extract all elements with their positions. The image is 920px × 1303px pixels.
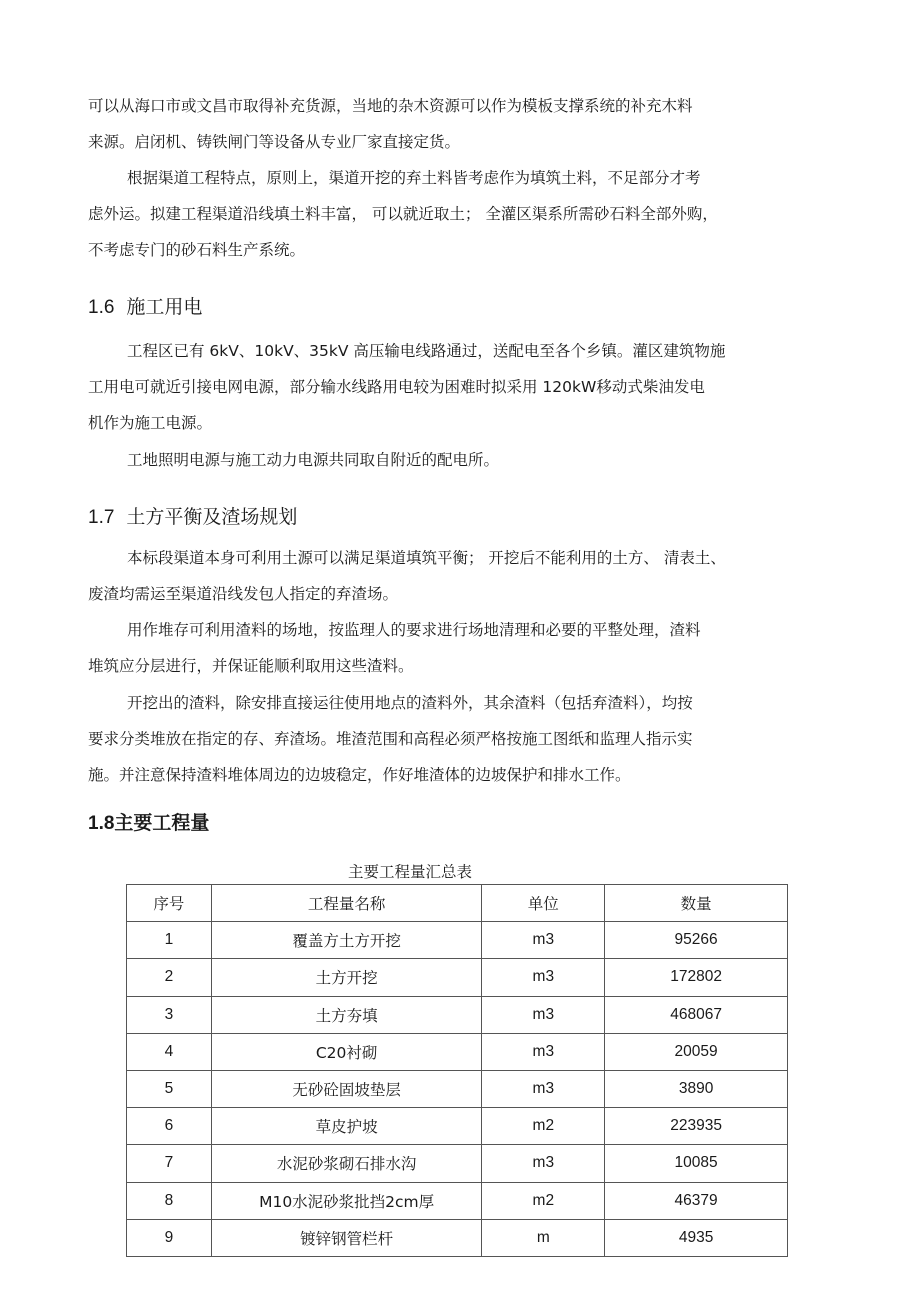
table-row xyxy=(127,1108,788,1145)
cell-item-name: 草皮护坡 xyxy=(211,1108,482,1145)
cell-unit: m3 xyxy=(482,996,605,1033)
section-title: 施工用电 xyxy=(126,297,203,318)
section-heading-1-8 xyxy=(88,808,209,835)
table-row xyxy=(127,996,788,1033)
section-number: 1.6 xyxy=(88,297,115,318)
cell-item-name: 水泥砂浆砌石排水沟 xyxy=(211,1145,482,1182)
text-line: 工地照明电源与施工动力电源共同取自附近的配电所。 xyxy=(127,451,500,469)
table-header-row xyxy=(127,885,788,922)
table-row xyxy=(127,1070,788,1107)
cell-item-name: 镀锌钢管栏杆 xyxy=(211,1219,482,1256)
cell-quantity: 468067 xyxy=(605,996,788,1033)
cell-quantity: 4935 xyxy=(605,1219,788,1256)
text-line: 开挖出的渣料，除安排直接运往使用地点的渣料外，其余渣料（包括弃渣料），均按 xyxy=(127,694,693,712)
cell-unit: m2 xyxy=(482,1182,605,1219)
quantity-summary-table xyxy=(126,884,788,1257)
table-row xyxy=(127,1033,788,1070)
column-header-quantity: 数量 xyxy=(605,885,788,922)
text-line: 要求分类堆放在指定的存、弃渣场。堆渣范围和高程必须严格按施工图纸和监理人指示实 xyxy=(88,730,693,748)
cell-index: 9 xyxy=(127,1219,212,1256)
text-line: 根据渠道工程特点，原则上，渠道开挖的弃土料皆考虑作为填筑土料，不足部分才考 xyxy=(127,169,701,187)
text-line: 废渣均需运至渠道沿线发包人指定的弃渣场。 xyxy=(88,585,399,603)
text-line: 虑外运。拟建工程渠道沿线填土料丰富， 可以就近取土； 全灌区渠系所需砂石料全部外购， xyxy=(88,205,718,223)
cell-quantity: 46379 xyxy=(605,1182,788,1219)
cell-index: 8 xyxy=(127,1182,212,1219)
table-row xyxy=(127,959,788,996)
text-line: 不考虑专门的砂石料生产系统。 xyxy=(88,241,306,259)
table-row xyxy=(127,1219,788,1256)
text-line: 工用电可就近引接电网电源，部分输水线路用电较为困难时拟采用 120kW移动式柴油发电 xyxy=(88,378,705,396)
cell-item-name: 土方夯填 xyxy=(211,996,482,1033)
cell-index: 3 xyxy=(127,996,212,1033)
cell-item-name: M10水泥砂浆批挡2cm厚 xyxy=(211,1182,482,1219)
paragraph-earth-material xyxy=(88,160,808,268)
cell-unit: m3 xyxy=(482,1070,605,1107)
cell-index: 2 xyxy=(127,959,212,996)
table-row xyxy=(127,1145,788,1182)
paragraph-lighting-power xyxy=(88,442,808,478)
cell-quantity: 95266 xyxy=(605,922,788,959)
section-number: 1.7 xyxy=(88,507,115,528)
cell-index: 4 xyxy=(127,1033,212,1070)
cell-item-name: 无砂砼固坡垫层 xyxy=(211,1070,482,1107)
table-row xyxy=(127,922,788,959)
paragraph-earth-balance xyxy=(88,540,808,612)
text-line: 来源。启闭机、铸铁闸门等设备从专业厂家直接定货。 xyxy=(88,133,461,151)
text-line: 施。并注意保持渣料堆体周边的边坡稳定，作好堆渣体的边坡保护和排水工作。 xyxy=(88,766,631,784)
column-header-index: 序号 xyxy=(127,885,212,922)
section-heading-1-7 xyxy=(88,502,297,529)
cell-index: 6 xyxy=(127,1108,212,1145)
cell-quantity: 20059 xyxy=(605,1033,788,1070)
cell-unit: m3 xyxy=(482,922,605,959)
table-caption: 主要工程量汇总表 xyxy=(347,863,472,881)
cell-index: 1 xyxy=(127,922,212,959)
section-heading-1-6 xyxy=(88,292,202,319)
text-line: 本标段渠道本身可利用土源可以满足渠道填筑平衡； 开挖后不能利用的土方、 清表土、 xyxy=(127,549,726,567)
text-line: 可以从海口市或文昌市取得补充货源，当地的杂木资源可以作为模板支撑系统的补充木料 xyxy=(88,97,693,115)
table-row xyxy=(127,1182,788,1219)
paragraph-supply-source xyxy=(88,88,808,160)
cell-unit: m3 xyxy=(482,1145,605,1182)
cell-unit: m2 xyxy=(482,1108,605,1145)
cell-index: 5 xyxy=(127,1070,212,1107)
text-line: 用作堆存可利用渣料的场地，按监理人的要求进行场地清理和必要的平整处理，渣料 xyxy=(127,621,701,639)
section-title: 土方平衡及渣场规划 xyxy=(126,507,298,528)
cell-item-name: 土方开挖 xyxy=(211,959,482,996)
paragraph-spoil-disposal xyxy=(88,685,808,793)
paragraph-power-lines xyxy=(88,333,808,441)
cell-unit: m3 xyxy=(482,1033,605,1070)
text-line: 工程区已有 6kV、10kV、35kV 高压输电线路通过，送配电至各个乡镇。灌区建筑物施 xyxy=(127,342,726,360)
cell-unit: m xyxy=(482,1219,605,1256)
text-line: 机作为施工电源。 xyxy=(88,414,213,432)
cell-quantity: 172802 xyxy=(605,959,788,996)
paragraph-stockpile xyxy=(88,612,808,684)
cell-item-name: 覆盖方土方开挖 xyxy=(211,922,482,959)
text-line: 堆筑应分层进行，并保证能顺利取用这些渣料。 xyxy=(88,657,414,675)
cell-unit: m3 xyxy=(482,959,605,996)
section-title: 1.8主要工程量 xyxy=(88,813,210,834)
column-header-item-name: 工程量名称 xyxy=(211,885,482,922)
cell-quantity: 10085 xyxy=(605,1145,788,1182)
cell-index: 7 xyxy=(127,1145,212,1182)
cell-quantity: 3890 xyxy=(605,1070,788,1107)
cell-item-name: C20衬砌 xyxy=(211,1033,482,1070)
cell-quantity: 223935 xyxy=(605,1108,788,1145)
column-header-unit: 单位 xyxy=(482,885,605,922)
